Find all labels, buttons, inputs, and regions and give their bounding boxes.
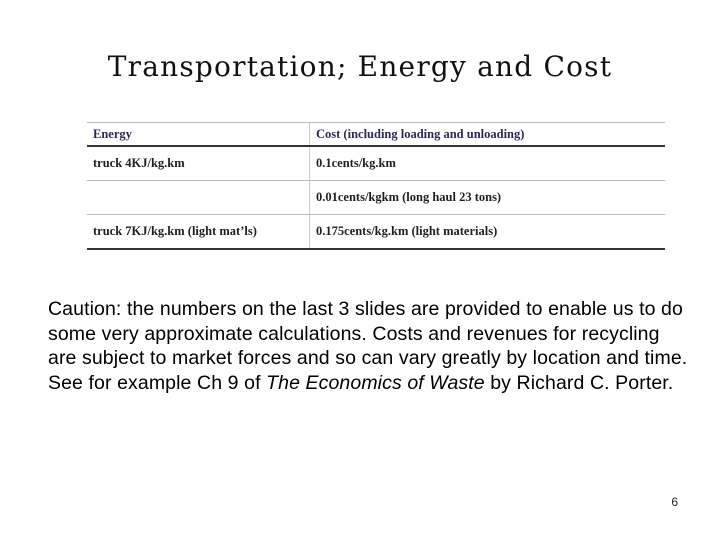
table-cell-cost: 0.1cents/kg.km [310, 146, 666, 181]
slide-title: Transportation; Energy and Cost [107, 50, 613, 83]
table-cell-energy: truck 4KJ/kg.km [87, 146, 310, 181]
caution-text-end: by Richard C. Porter. [484, 371, 674, 394]
energy-cost-table [87, 122, 665, 250]
table-cell-energy: truck 7KJ/kg.km (light mat’ls) [87, 215, 310, 250]
table-row [87, 146, 665, 181]
header-energy: Energy [87, 123, 310, 147]
table-header-row [87, 123, 665, 147]
table-cell-cost: 0.175cents/kg.km (light materials) [310, 215, 666, 250]
table-cell-energy [87, 181, 310, 215]
table-row [87, 181, 665, 215]
energy-cost-table-container [87, 122, 665, 250]
caution-paragraph [48, 297, 693, 395]
page-number: 6 [671, 495, 678, 509]
book-title: The Economics of Waste [266, 371, 485, 394]
caution-text: Caution: the numbers on the last 3 slides are provided to enable us to do some very approximate calculations. Costs and revenues for recycling are subject to market forces and so can vary greatly by location and time. See for example Ch 9 of [48, 298, 688, 394]
table-row [87, 215, 665, 250]
header-cost: Cost (including loading and unloading) [310, 123, 666, 147]
table-cell-cost: 0.01cents/kgkm (long haul 23 tons) [310, 181, 666, 215]
